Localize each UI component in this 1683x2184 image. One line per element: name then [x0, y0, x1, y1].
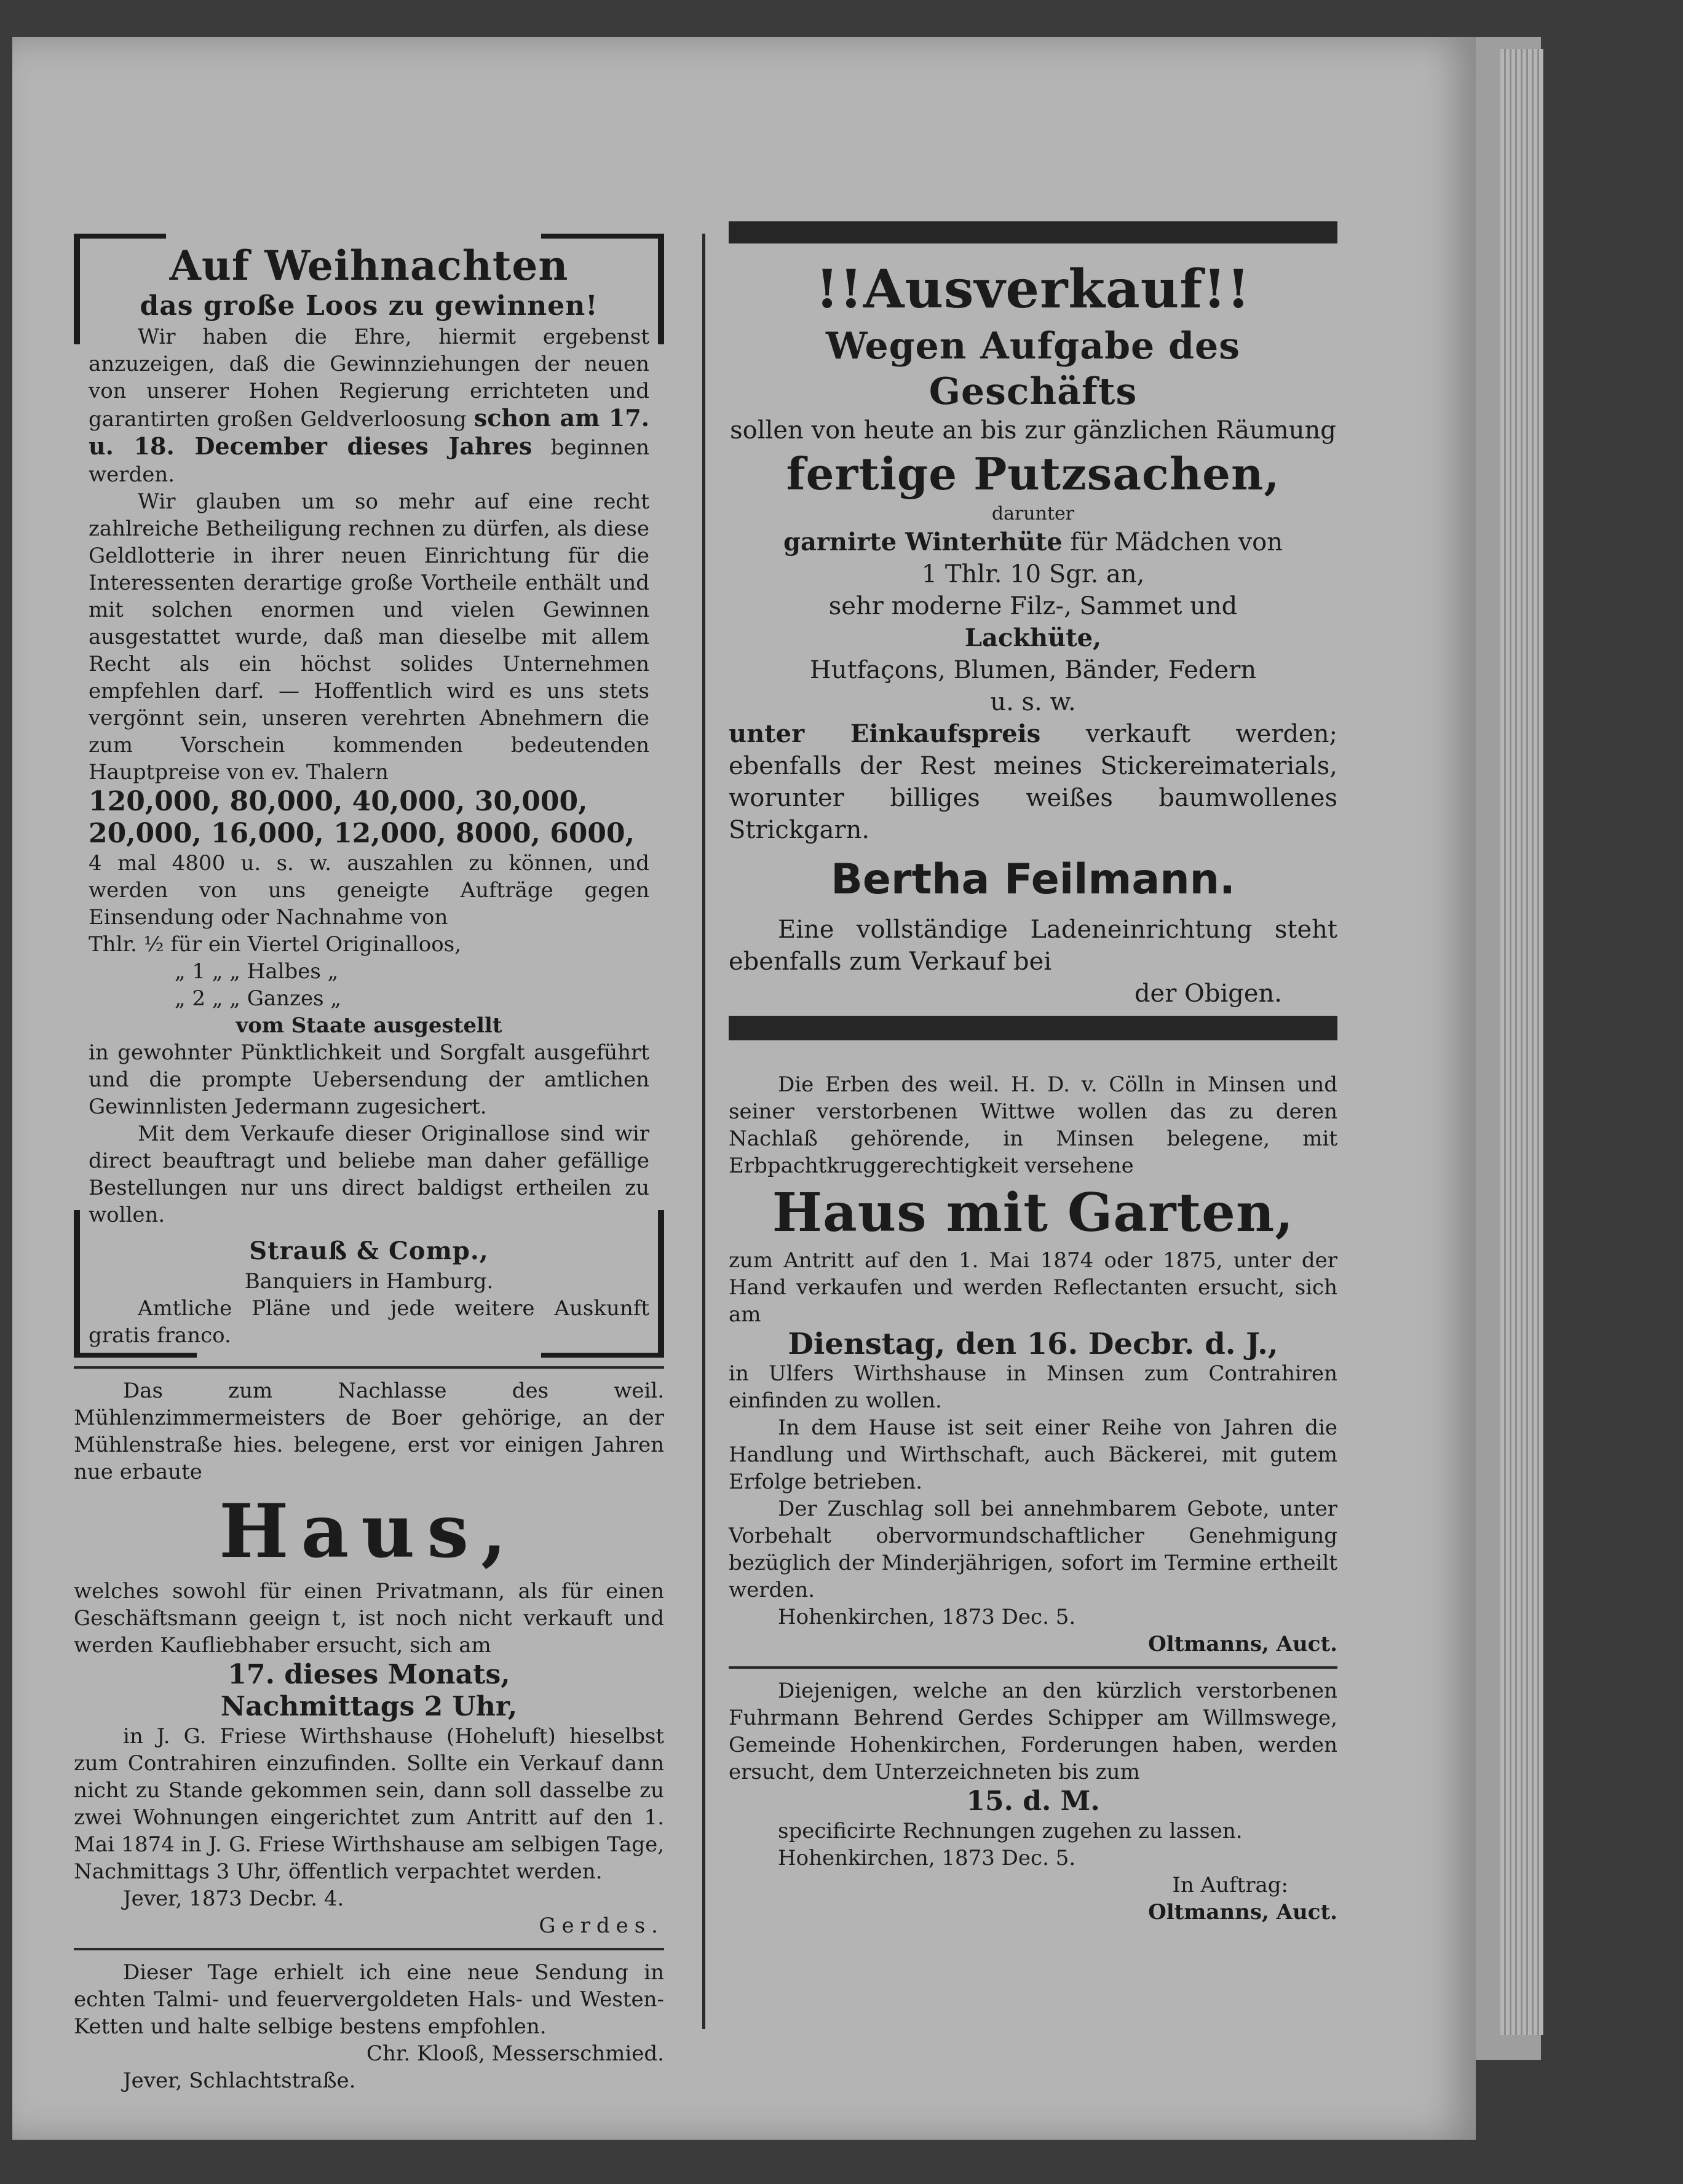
ad-paragraph	[729, 718, 1337, 846]
price-line: Thlr. ½ für ein Viertel Originalloos,	[89, 932, 462, 957]
place-date: Jever, 1873 Decbr. 4.	[123, 1886, 344, 1911]
right-column	[729, 221, 1337, 1926]
item-line: Lackhüte,	[964, 623, 1102, 652]
price-line: „ 2 „ „ Ganzes „	[175, 986, 341, 1011]
column-divider	[702, 234, 705, 2029]
bracket-bottom-right-h	[541, 1353, 664, 1358]
draw-date: schon am 17. u. 18. December dieses Jahres	[89, 404, 649, 460]
prize-list: 120,000, 80,000, 40,000, 30,000,	[89, 786, 588, 817]
ad-paragraph: Der Zuschlag soll bei annehmbarem Gebote, unter Vorbehalt obervormundschaftlicher Genehmigung bezüglich der Minderjährigen, sofort im Termine ertheilt werden.	[729, 1497, 1337, 1602]
ad-paragraph: Eine vollständige Ladeneinrichtung steht ebenfalls zum Verkauf bei	[729, 916, 1337, 976]
book-page-stack	[1500, 49, 1543, 2035]
ad-paragraph: zum Antritt auf den 1. Mai 1874 oder 1875, unter der Hand verkaufen und werden Reflectanten ersucht, sich am	[729, 1248, 1337, 1327]
ad-paragraph: In dem Hause ist seit einer Reihe von Jahren die Handlung und Wirthschaft, auch Bäckerei, mit gutem Erfolge betrieben.	[729, 1415, 1337, 1494]
ad-title: Haus mit Garten,	[772, 1182, 1294, 1244]
ad-paragraph: Amtliche Pläne und jede weitere Auskunft gratis franco.	[89, 1296, 649, 1348]
bottom-bar	[729, 1016, 1337, 1040]
ad-paragraph	[89, 323, 649, 488]
ad-paragraph: Dieser Tage erhielt ich eine neue Sendung in echten Talmi- und feuervergoldeten Hals- und Westen-Ketten und halte selbige bestens empfohlen.	[74, 1960, 664, 2039]
signature: Oltmanns, Auct.	[1148, 1632, 1337, 1656]
item-line: u. s. w.	[990, 688, 1076, 716]
bracket-top-left-h	[74, 234, 166, 239]
below-price: unter Einkaufspreis	[729, 719, 1041, 748]
newspaper-page	[12, 37, 1476, 2140]
top-bar	[729, 221, 1337, 243]
signature: Chr. Klooß, Messerschmied.	[366, 2041, 664, 2066]
bracket-bottom-right	[658, 1210, 664, 1358]
bracket-bottom-left-h	[74, 1353, 197, 1358]
haus-garten-ad	[729, 1040, 1337, 1658]
seller-name: Bertha Feilmann.	[831, 855, 1235, 904]
auftrag: In Auftrag:	[1172, 1873, 1288, 1897]
sale-ad	[729, 243, 1337, 1016]
state-issued: vom Staate ausgestellt	[236, 1013, 502, 1038]
place-date: Hohenkirchen, 1873 Dec. 5.	[778, 1846, 1076, 1870]
chains-ad	[74, 1959, 664, 2094]
prize-list: 20,000, 16,000, 12,000, 8000, 6000,	[89, 818, 635, 849]
ad-paragraph: Das zum Nachlasse des weil. Mühlenzimmermeisters de Boer gehörige, an der Mühlenstraße hies. belegene, erst vor einigen Jahren nue erbaute	[74, 1379, 664, 1484]
signature: Oltmanns, Auct.	[1148, 1900, 1337, 1925]
firm-name: Strauß & Comp.,	[249, 1236, 489, 1265]
price-line: „ 1 „ „ Halbes „	[175, 959, 339, 984]
date-line: Nachmittags 2 Uhr,	[220, 1691, 518, 1722]
item-line: Hutfaçons, Blumen, Bänder, Federn	[809, 656, 1257, 684]
ad-headline: fertige Putzsachen,	[786, 448, 1280, 500]
ad-paragraph: in Ulfers Wirthshause in Minsen zum Contrahiren einfinden zu wollen.	[729, 1361, 1337, 1413]
item-line	[729, 526, 1337, 558]
item-text: für Mädchen von	[1070, 528, 1283, 556]
left-column	[74, 234, 664, 2094]
ad-title: Haus,	[219, 1488, 519, 1575]
place-date: Hohenkirchen, 1873 Dec. 5.	[778, 1605, 1076, 1629]
item-bold: garnirte Winterhüte	[783, 528, 1063, 556]
firm-subtitle: Banquiers in Hamburg.	[244, 1269, 494, 1294]
paragraph-text: Wir haben die Ehre, hiermit ergebenst anzuzeigen, daß die Gewinnziehungen der neuen von unserer Hohen Regierung errichteten und garantirten großen Geldverloosung	[89, 325, 649, 432]
item-line: sehr moderne Filz-, Sammet und	[828, 592, 1238, 620]
ad-paragraph: specificirte Rechnungen zugehen zu lassen.	[778, 1819, 1243, 1843]
paragraph-text: verkauft werden; ebenfalls der Rest meines Stickereimaterials, worunter billiges weißes baumwollenes Strickgarn.	[729, 720, 1337, 844]
house-ad	[74, 1377, 664, 1939]
ad-paragraph: in gewohnter Pünktlichkeit und Sorgfalt ausgeführt und die prompte Uebersendung der amtlichen Gewinnlisten Jedermann zugesichert.	[89, 1040, 649, 1119]
separator	[729, 1666, 1337, 1669]
bracket-top-right-h	[541, 234, 664, 239]
date-line: 15. d. M.	[966, 1786, 1100, 1817]
ad-closing: der Obigen.	[1134, 979, 1282, 1008]
item-line: 1 Thlr. 10 Sgr. an,	[921, 560, 1145, 588]
paragraph-text: beginnen werden.	[89, 435, 649, 487]
address: Jever, Schlachtstraße.	[123, 2068, 356, 2093]
ad-title: !!Ausverkauf!!	[815, 258, 1251, 320]
ad-paragraph: Die Erben des weil. H. D. v. Cölln in Minsen und seiner verstorbenen Wittwe wollen das zu deren Nachlaß gehörende, in Minsen belegene, mit Erbpachtkruggerechtigkeit versehene	[729, 1072, 1337, 1178]
bracket-top-right	[658, 234, 664, 344]
ad-paragraph: sollen von heute an bis zur gänzlichen Räumung	[730, 416, 1336, 445]
bracket-bottom-left	[74, 1210, 80, 1358]
ad-paragraph: Diejenigen, welche an den kürzlich verstorbenen Fuhrmann Behrend Gerdes Schipper am Willmswege, Gemeinde Hohenkirchen, Forderungen haben, werden ersucht, dem Unterzeichneten bis zum	[729, 1679, 1337, 1784]
lottery-ad	[74, 234, 664, 1358]
separator	[74, 1366, 664, 1369]
ad-title: Auf Weihnachten	[169, 242, 569, 290]
bracket-top-left	[74, 234, 80, 344]
separator	[74, 1948, 664, 1950]
ad-subtitle: Wegen Aufgabe des Geschäfts	[825, 325, 1241, 413]
darunter: darunter	[991, 503, 1075, 524]
ad-paragraph: 4 mal 4800 u. s. w. auszahlen zu können, und werden von uns geneigte Aufträge gegen Einsendung oder Nachnahme von	[89, 851, 649, 930]
claims-ad	[729, 1677, 1337, 1926]
ad-paragraph: Wir glauben um so mehr auf eine recht zahlreiche Betheiligung rechnen zu dürfen, als diese Geldlotterie in ihrer neuen Einrichtung für die Interessenten derartige große Vortheile enthält und mit solchen enormen und vielen Gewinnen ausgestattet wurde, daß man dieselbe mit allem Recht als ein höchst solides Unternehmen empfehlen darf. — Hoffentlich wird es uns stets vergönnt sein, unseren verehrten Abnehmern die zum Vorschein kommenden bedeutenden Hauptpreise von ev. Thalern	[89, 489, 649, 785]
ad-paragraph: in J. G. Friese Wirthshause (Hoheluft) hieselbst zum Contrahiren einzufinden. Sollte ein Verkauf dann nicht zu Stande gekommen sein, dann soll dasselbe zu zwei Wohnungen eingerichtet zum Antritt auf den 1. Mai 1874 in J. G. Friese Wirthshause am selbigen Tage, Nachmittags 3 Uhr, öffentlich verpachtet werden.	[74, 1724, 664, 1884]
date-line: Dienstag, den 16. Decbr. d. J.,	[788, 1327, 1278, 1361]
signature: Gerdes.	[539, 1913, 664, 1938]
ad-paragraph: Mit dem Verkaufe dieser Originallose sind wir direct beauftragt und beliebe man daher gefällige Bestellungen nur uns direct baldigst ertheilen zu wollen.	[89, 1122, 649, 1227]
ad-subtitle: das große Loos zu gewinnen!	[140, 290, 598, 322]
ad-paragraph: welches sowohl für einen Privatmann, als für einen Geschäftsmann geeign t, ist noch nicht verkauft und werden Kaufliebhaber ersucht, sich am	[74, 1579, 664, 1658]
date-line: 17. dieses Monats,	[228, 1659, 510, 1690]
